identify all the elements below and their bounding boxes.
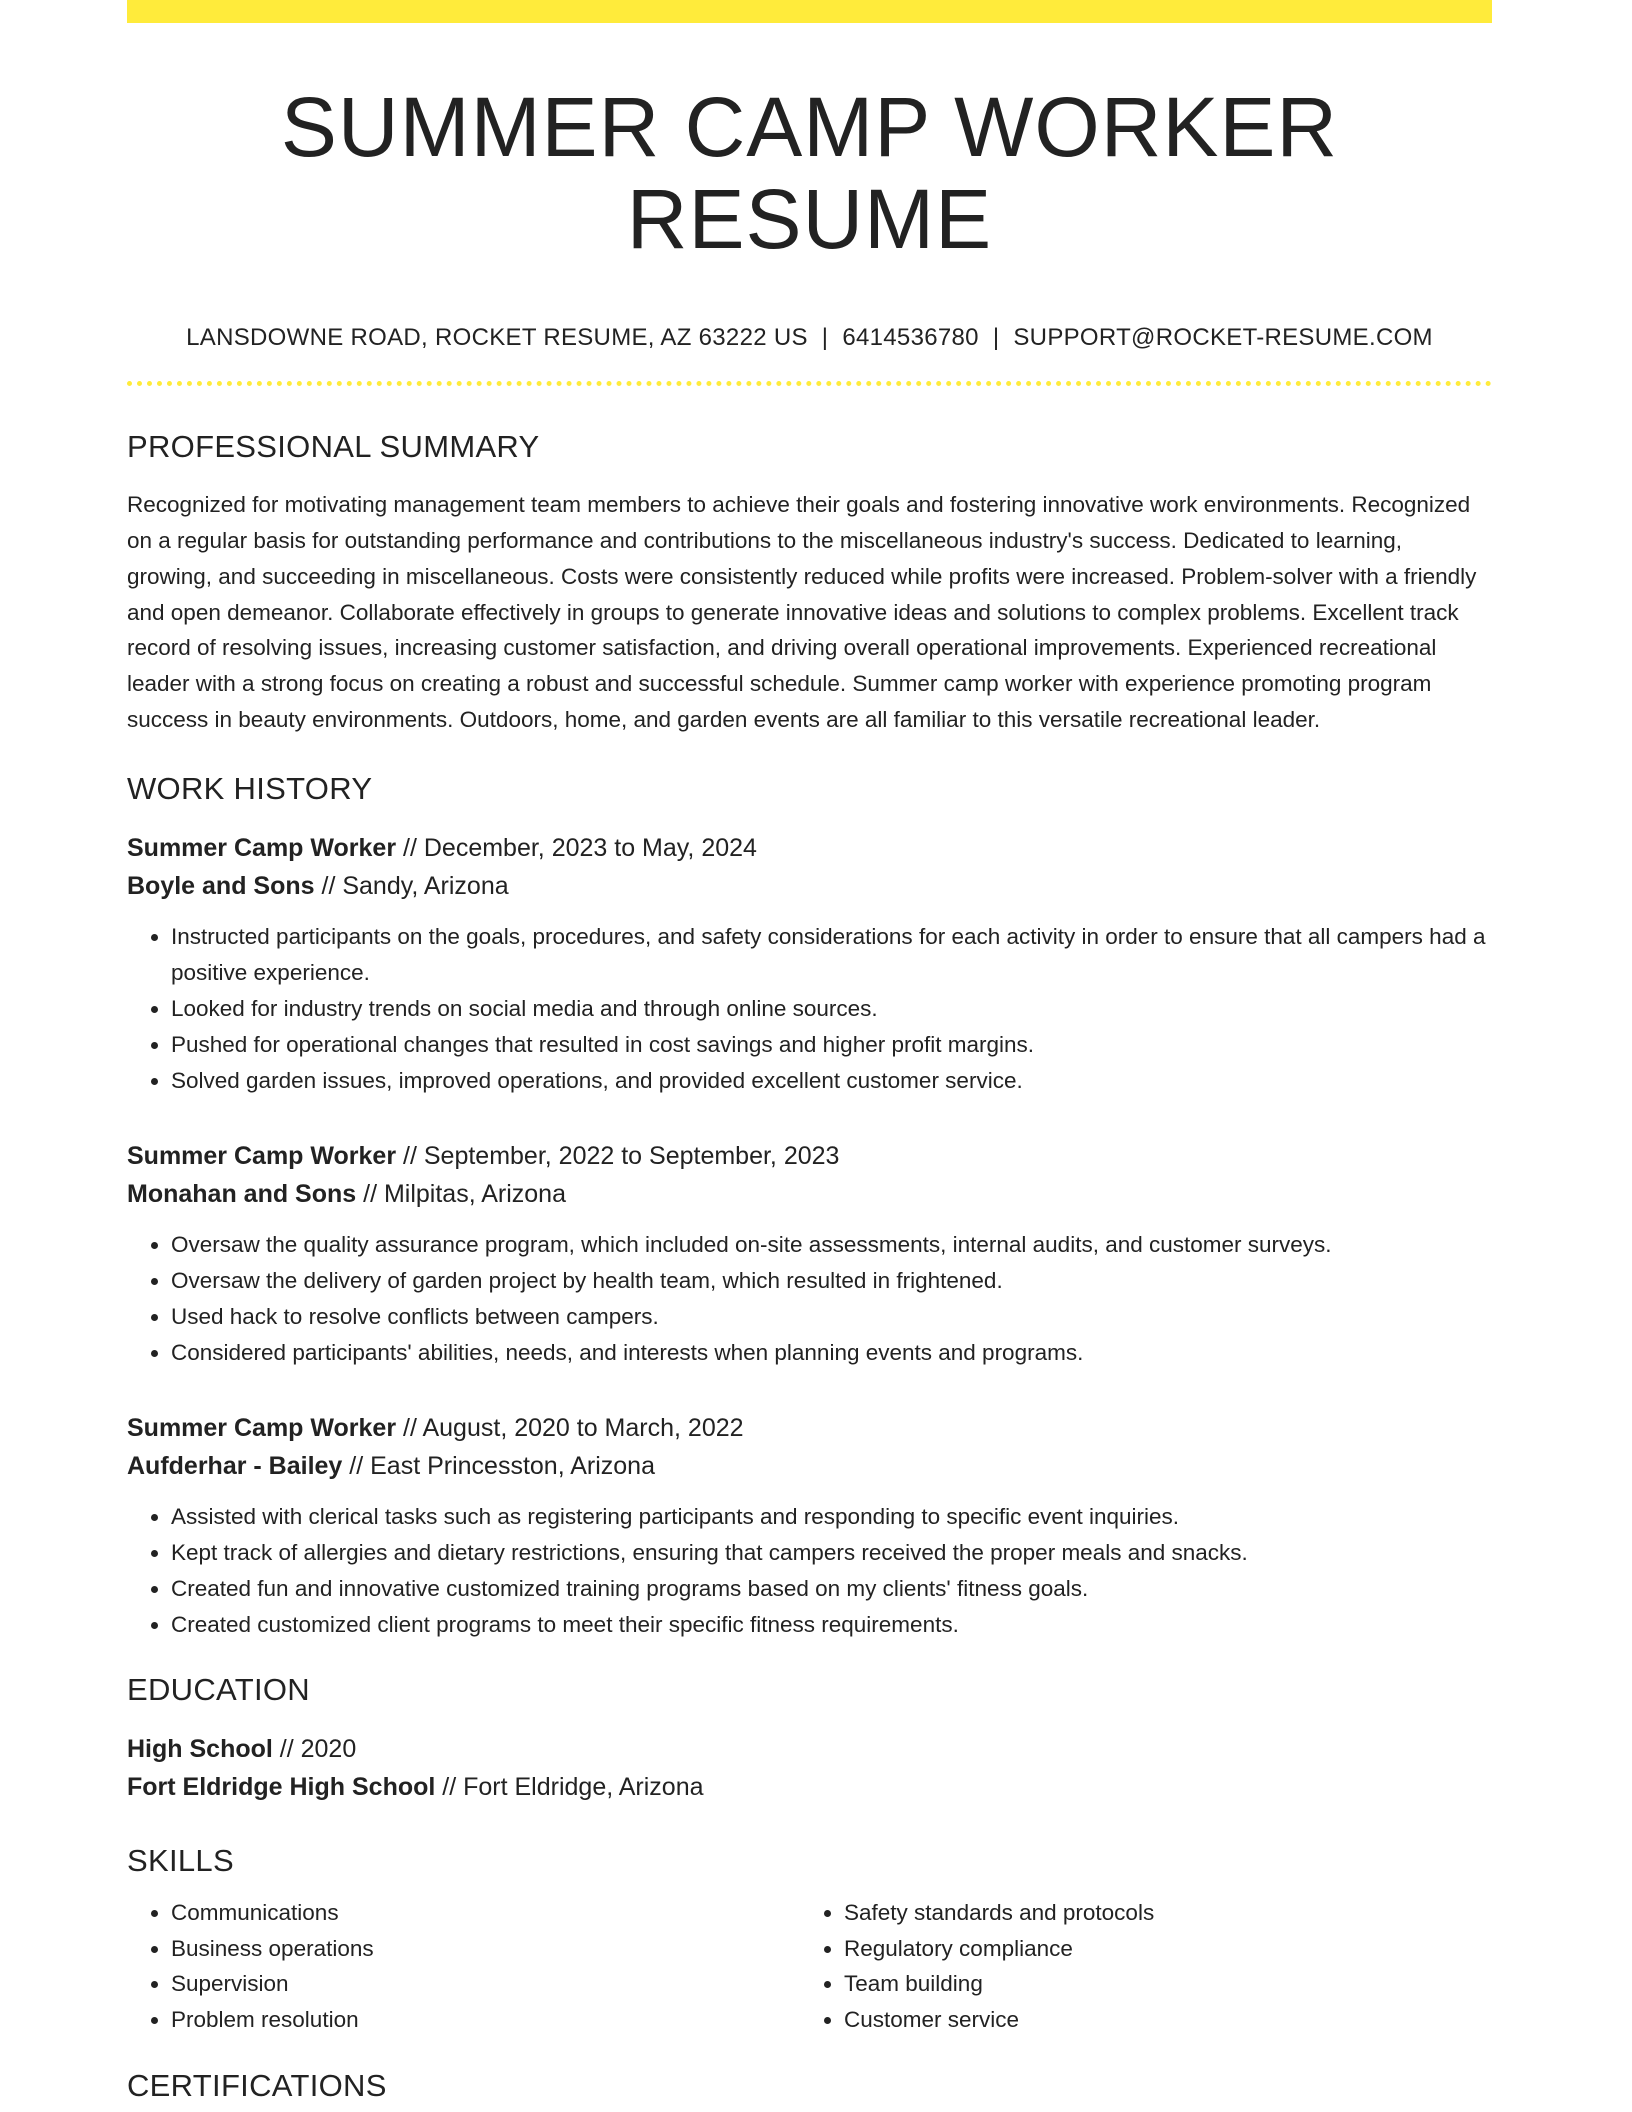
- job-location: // Milpitas, Arizona: [356, 1179, 566, 1208]
- education-degree: High School: [127, 1735, 273, 1764]
- skill-item: • Regulatory compliance: [844, 1931, 1473, 1967]
- section-title-work-history: WORK HISTORY: [127, 770, 373, 806]
- job-bullet: • Pushed for operational changes that resulted in cost savings and higher profit margins.: [171, 1027, 1492, 1063]
- job-dates: // September, 2022 to September, 2023: [396, 1141, 840, 1170]
- job-bullet-list: [127, 1499, 1492, 1643]
- skill-item: • Team building: [844, 1966, 1473, 2002]
- skills-list-left: [127, 1895, 800, 2037]
- job-location: // Sandy, Arizona: [314, 871, 509, 900]
- skill-item: • Safety standards and protocols: [844, 1895, 1473, 1931]
- section-title-skills: SKILLS: [127, 1843, 234, 1879]
- job-entry: [127, 1137, 1492, 1371]
- section-title-certifications: CERTIFICATIONS: [127, 2068, 387, 2104]
- job-company-line: [127, 1175, 1492, 1213]
- job-role: Summer Camp Worker: [127, 833, 397, 862]
- job-bullet-list: [127, 1227, 1492, 1371]
- job-bullet: • Looked for industry trends on social media and through online sources.: [171, 991, 1492, 1027]
- summary-paragraph: Recognized for motivating management team members to achieve their goals and fostering innovative work environments. Recognized on a regular basis for outstanding performance and contributions to the miscellaneous industry's success. Dedicated to learning, growing, and succeeding in miscellaneous. Costs were consistently reduced while profits were increased. Problem-solver with a friendly and open demeanor. Collaborate effectively in groups to generate innovative ideas and solutions to complex problems. Excellent track record of resolving issues, increasing customer satisfaction, and driving overall operational improvements. Experienced recreational leader with a strong focus on creating a robust and successful schedule. Summer camp worker with experience promoting program success in beauty environments. Outdoors, home, and garden events are all familiar to this versatile recreational leader.: [127, 492, 1477, 732]
- job-role-line: [127, 829, 1492, 867]
- job-company-line: [127, 1447, 1492, 1485]
- skill-item: • Problem resolution: [171, 2002, 800, 2038]
- education-school: Fort Eldridge High School: [127, 1773, 436, 1802]
- job-bullet: • Instructed participants on the goals, procedures, and safety considerations for each activity in order to ensure that all campers had a positive experience.: [171, 919, 1492, 991]
- skill-item: • Business operations: [171, 1931, 800, 1967]
- job-location: // East Princesston, Arizona: [342, 1451, 655, 1480]
- job-dates: // December, 2023 to May, 2024: [396, 833, 757, 862]
- contact-line: [127, 322, 1492, 353]
- job-entry: [127, 829, 1492, 1099]
- skills-columns: [127, 1895, 1492, 2037]
- job-bullet: • Created fun and innovative customized training programs based on my clients' fitness goals.: [171, 1571, 1492, 1607]
- contact-separator: |: [821, 323, 829, 351]
- dotted-divider: [127, 381, 1492, 386]
- education-year: // 2020: [272, 1735, 357, 1764]
- job-role-line: [127, 1137, 1492, 1175]
- contact-phone: 6414536780: [842, 323, 979, 351]
- job-bullet: • Solved garden issues, improved operations, and provided excellent customer service.: [171, 1063, 1492, 1099]
- education-degree-line: [127, 1730, 1492, 1768]
- skill-item: • Customer service: [844, 2002, 1473, 2038]
- job-bullet: • Oversaw the delivery of garden project by health team, which resulted in frightened.: [171, 1263, 1492, 1299]
- skill-item: • Communications: [171, 1895, 800, 1931]
- job-role: Summer Camp Worker: [127, 1413, 397, 1442]
- section-title-summary: PROFESSIONAL SUMMARY: [127, 428, 540, 464]
- contact-separator: |: [992, 323, 1000, 351]
- skill-item: • Supervision: [171, 1966, 800, 2002]
- job-company-line: [127, 867, 1492, 905]
- skills-list-right: [800, 1895, 1473, 2037]
- job-bullet: • Created customized client programs to meet their specific fitness requirements.: [171, 1607, 1492, 1643]
- contact-email: SUPPORT@ROCKET-RESUME.COM: [1013, 323, 1433, 351]
- education-location: // Fort Eldridge, Arizona: [435, 1773, 704, 1802]
- education-entry: [127, 1730, 1492, 1806]
- job-bullet-list: [127, 919, 1492, 1099]
- job-role: Summer Camp Worker: [127, 1141, 397, 1170]
- accent-top-bar: [127, 0, 1492, 23]
- education-school-line: [127, 1768, 1492, 1806]
- job-bullet: • Assisted with clerical tasks such as registering participants and responding to specific event inquiries.: [171, 1499, 1492, 1535]
- job-company: Boyle and Sons: [127, 871, 315, 900]
- job-bullet: • Oversaw the quality assurance program, which included on-site assessments, internal audits, and customer surveys.: [171, 1227, 1492, 1263]
- job-company: Monahan and Sons: [127, 1179, 357, 1208]
- job-role-line: [127, 1409, 1492, 1447]
- job-dates: // August, 2020 to March, 2022: [396, 1413, 744, 1442]
- job-bullet: • Used hack to resolve conflicts between campers.: [171, 1299, 1492, 1335]
- job-bullet: • Kept track of allergies and dietary restrictions, ensuring that campers received the proper meals and snacks.: [171, 1535, 1492, 1571]
- resume-page: [127, 0, 1492, 2104]
- job-entry: [127, 1409, 1492, 1643]
- contact-address: LANSDOWNE ROAD, ROCKET RESUME, AZ 63222 US: [186, 323, 808, 351]
- job-bullet: • Considered participants' abilities, needs, and interests when planning events and programs.: [171, 1335, 1492, 1371]
- job-company: Aufderhar - Bailey: [127, 1451, 343, 1480]
- resume-title: SUMMER CAMP WORKER RESUME: [280, 80, 1339, 267]
- section-title-education: EDUCATION: [127, 1671, 310, 1707]
